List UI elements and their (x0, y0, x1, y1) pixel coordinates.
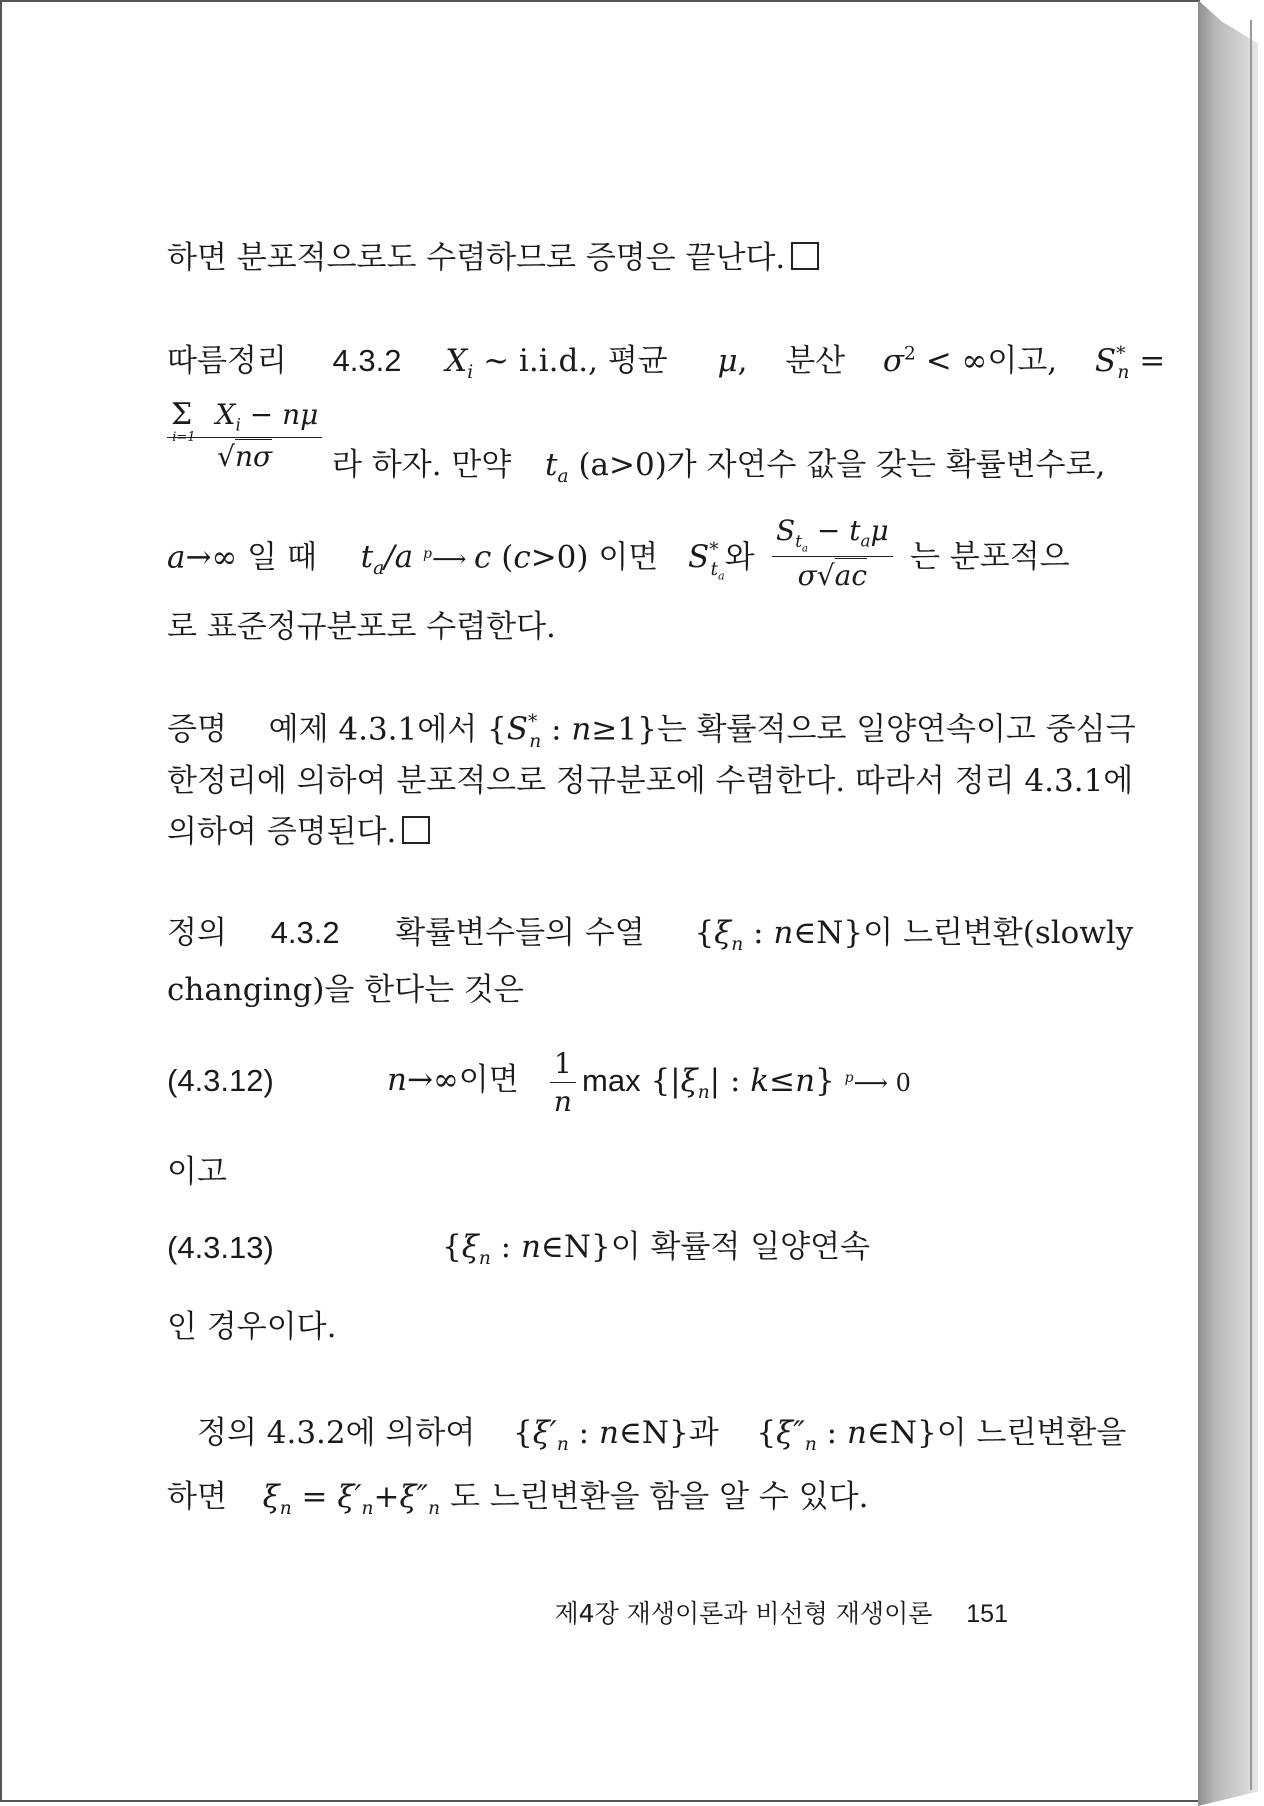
definition-text-a: 확률변수들의 수열 (395, 915, 645, 951)
corollary-text-g: 이면 (598, 539, 659, 576)
text-line-1 (167, 242, 819, 274)
equation-4-3-12-body: n→∞이면 (387, 1062, 519, 1098)
definition-between-text: 이고 (167, 1154, 227, 1190)
equation-4-3-13-body: {$\xi_n$ : n∈N}이 확률적 일양연속 (442, 1229, 870, 1270)
chapter-title: 제4장 재생이론과 비선형 재생이론 (554, 1599, 933, 1628)
book-spine-shadow (1198, 0, 1258, 1806)
remark-text-1b: 과 (688, 1415, 719, 1451)
corollary-number: 4.3.2 (332, 343, 402, 378)
corollary-text-b: 분산 (785, 343, 846, 379)
equation-text-2: 이 확률적 일양연속 (610, 1229, 870, 1265)
equation-4-3-12-max: $\max \{|\xi_n|$ : k≤n} $^p$⟶ 0 (582, 1063, 911, 1104)
equation-label-1: (4.3.12) (167, 1063, 274, 1098)
definition-line-1: 정의 4.3.2 확률변수들의 수열 {$\xi_n$ : n∈N}이 느린변환(slowly (167, 915, 1134, 956)
math-xi: $X_i$ (445, 343, 474, 384)
definition-text-b: 이 느린변환(slowly (863, 915, 1134, 951)
qed-box-2 (402, 816, 430, 844)
proof-label: 증명 (167, 711, 227, 748)
corollary-text-e: (a>0)가 자연수 값을 갖는 확률변수로, (578, 447, 1106, 483)
proof-line-2 (167, 763, 1134, 799)
max-operator: max (582, 1063, 641, 1098)
definition-label: 정의 (167, 915, 227, 951)
equation-4-3-13 (167, 1232, 274, 1264)
corollary-line-2: 라 하자. 만약 $t_a$ (a>0)가 자연수 값을 갖는 확률변수로, (332, 447, 1106, 488)
corollary-line-4 (167, 609, 556, 645)
fraction-1-over-n: $\frac{1}{n}$ (550, 1047, 576, 1118)
proof-text-2: 한정리에 의하여 분포적으로 정규분포에 수렴한다. 따라서 정리 4.3.1에 (167, 763, 1134, 799)
definition-line-2 (167, 972, 524, 1008)
proof-text-3: 의하여 증명된다. (167, 814, 397, 850)
corollary-text-i: 는 분포적으 (910, 539, 1070, 575)
remark-text-2b: 도 느린변환을 함을 알 수 있다. (449, 1479, 869, 1515)
remark-line-1: 정의 4.3.2에 의하여 {$\xi'_n$ : n∈N}과 {$\xi''_n$ : n∈N}이 느린변환을 (197, 1415, 1127, 1456)
definition-between (167, 1154, 227, 1190)
corollary-text-d: 라 하자. 만약 (332, 447, 512, 483)
page-footer (555, 1594, 1008, 1630)
fraction-st: $\frac{S_{t_a} - t_a\mu}{\sigma√ac}$ (772, 514, 893, 592)
proof-text-1b: 는 확률적으로 일양연속이고 중심극 (656, 711, 1136, 748)
corollary-text-j: 로 표준정규분포로 수렴한다. (167, 609, 556, 645)
fraction-sum: $\frac{\Sigma_{i=1}X_i - n\mu}{√n\sigma}$ (167, 397, 322, 473)
corollary-line-3b (910, 539, 1070, 575)
equation-label-2: (4.3.13) (167, 1230, 274, 1265)
qed-box-1 (791, 242, 819, 270)
corollary-line-3: a→∞ 일 때 $t_a/a$ $^p$⟶ c (c>0) 이면 $S^*_{t_a}$와 (167, 539, 755, 583)
corollary-label: 따름정리 (167, 343, 287, 379)
corollary-text-c: 이고, (987, 343, 1058, 379)
book-spine-edge (1250, 20, 1252, 1790)
proof-text-1: 예제 4.3.1에서 (268, 711, 478, 748)
definition-text-c: changing)을 한다는 것은 (167, 972, 524, 1008)
corollary-line: 따름정리 4.3.2 $X_i$ ~ i.i.d., 평균 μ, 분산 $\sigma^2$ < ∞이고, $S^*_n$ = (167, 343, 1166, 384)
corollary-text-a: i.i.d., 평균 (518, 343, 668, 379)
corollary-text-h: 와 (724, 539, 755, 576)
page-number: 151 (966, 1600, 1008, 1628)
corollary-text-f: 일 때 (247, 539, 317, 576)
remark-text-1a: 정의 4.3.2에 의하여 (197, 1415, 476, 1451)
equation-text-1: 이면 (458, 1062, 519, 1098)
proof-line-3 (167, 816, 430, 848)
proof-line-1: 증명 예제 4.3.1에서 {$S^*_n$ : n≥1}는 확률적으로 일양연속이고 중심극 (167, 711, 1136, 752)
remark-text-2a: 하면 (167, 1479, 227, 1515)
remark-line-2: 하면 $\xi_n = \xi'_n+\xi''_n$ 도 느린변환을 함을 알 수 있다. (167, 1479, 869, 1520)
definition-end-text: 인 경우이다. (167, 1309, 337, 1345)
remark-text-1c: 이 느린변환을 (936, 1415, 1127, 1451)
definition-end (167, 1309, 337, 1345)
equation-4-3-12 (167, 1065, 274, 1097)
sentence-end-proof: 하면 분포적으로도 수렴하므로 증명은 끝난다. (167, 240, 786, 276)
definition-number: 4.3.2 (270, 915, 340, 950)
